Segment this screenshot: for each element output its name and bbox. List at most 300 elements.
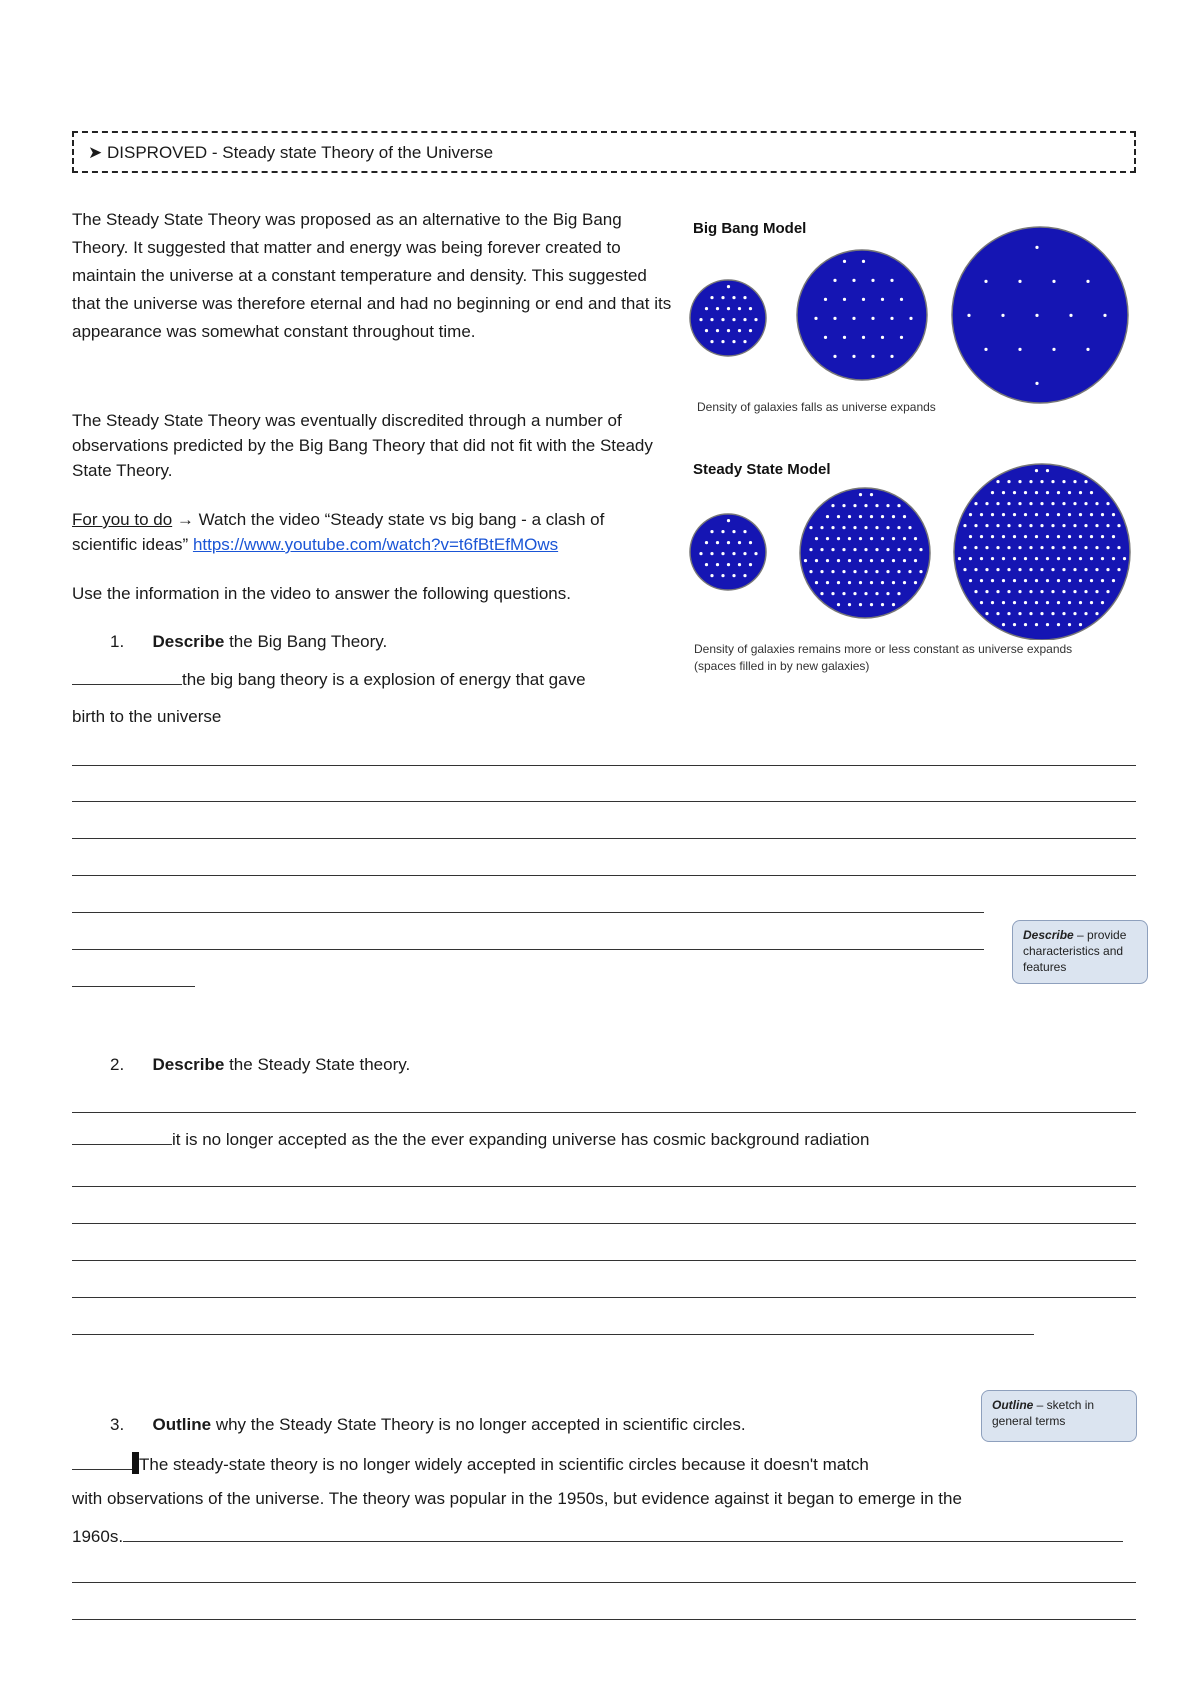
galaxy-dot [1095,546,1098,549]
galaxy-dot [1051,546,1054,549]
galaxy-dot [1035,623,1038,626]
galaxy-dot [897,548,900,551]
galaxy-dot [837,537,840,540]
answer-text: it is no longer accepted as the the ever expanding universe has cosmic background radiation [172,1130,870,1149]
question-command-word: Outline [152,1415,212,1434]
galaxy-dot [809,570,812,573]
galaxy-dot [1062,524,1065,527]
galaxy-dot [886,548,889,551]
galaxy-dot [984,280,987,283]
galaxy-dot [859,493,862,496]
galaxy-dot [1018,546,1021,549]
galaxy-dot [881,581,884,584]
galaxy-dot [710,530,713,533]
galaxy-dot [974,568,977,571]
section-header-box [72,131,1136,173]
galaxy-dot [870,581,873,584]
galaxy-dot [1007,590,1010,593]
galaxy-dot [1040,502,1043,505]
galaxy-dot [886,504,889,507]
callout-definition: – sketch in general terms [992,1398,1095,1428]
galaxy-dot [732,296,735,299]
galaxy-dot [1024,601,1027,604]
galaxy-dot [1035,314,1038,317]
galaxy-dot [1106,590,1109,593]
question-2 [110,1055,410,1075]
galaxy-dot [1073,480,1076,483]
galaxy-dot [1079,491,1082,494]
galaxy-dot [842,504,845,507]
galaxy-dot [1046,513,1049,516]
galaxy-dot [1024,557,1027,560]
galaxy-dot [914,581,917,584]
galaxy-dot [721,296,724,299]
galaxy-dot [732,318,735,321]
galaxy-dot [1002,513,1005,516]
galaxy-dot [743,340,746,343]
galaxy-dot [875,592,878,595]
galaxy-dot [985,612,988,615]
galaxy-dot [824,298,827,301]
galaxy-dot [1084,480,1087,483]
galaxy-dot [1040,590,1043,593]
galaxy-dot [1018,568,1021,571]
galaxy-dot [743,296,746,299]
galaxy-dot [833,317,836,320]
galaxy-dot [738,563,741,566]
galaxy-dot [1051,502,1054,505]
galaxy-dot [897,592,900,595]
instructions: Use the information in the video to answer the following questions. [72,584,571,603]
galaxy-dot [1079,601,1082,604]
galaxy-dot [875,570,878,573]
galaxy-dot [710,340,713,343]
galaxy-dot [1024,535,1027,538]
question-text: the Steady State theory. [224,1055,411,1074]
galaxy-dot [1084,590,1087,593]
galaxy-dot [1090,601,1093,604]
galaxy-dot [831,548,834,551]
galaxy-dot [991,601,994,604]
galaxy-dot [842,592,845,595]
galaxy-dot [1052,280,1055,283]
galaxy-dot [1106,502,1109,505]
galaxy-dot [1046,579,1049,582]
galaxy-dot [908,570,911,573]
galaxy-dot [859,559,862,562]
galaxy-dot [890,279,893,282]
galaxy-dot [826,537,829,540]
galaxy-dot [1073,502,1076,505]
galaxy-dot [890,355,893,358]
galaxy-dot [853,570,856,573]
galaxy-dot [881,603,884,606]
galaxy-dot [914,559,917,562]
galaxy-dot [1062,480,1065,483]
galaxy-dot [721,552,724,555]
galaxy-dot [716,563,719,566]
answer-rule [72,1582,1136,1583]
answer-rule [72,1619,1136,1620]
galaxy-dot [1040,480,1043,483]
galaxy-dot [738,329,741,332]
galaxy-dot [820,526,823,529]
galaxy-dot [985,568,988,571]
galaxy-dot [1101,579,1104,582]
galaxy-dot [967,314,970,317]
galaxy-dot [1068,601,1071,604]
galaxy-dot [862,336,865,339]
galaxy-dot [892,581,895,584]
answer-2-line-1[interactable] [72,1130,869,1150]
galaxy-dot [815,537,818,540]
answer-rule [72,949,984,950]
galaxy-dot [1018,502,1021,505]
galaxy-dot [991,579,994,582]
galaxy-dot [1040,546,1043,549]
answer-3-line-1[interactable] [72,1452,869,1475]
galaxy-dot [1095,612,1098,615]
galaxy-dot [721,574,724,577]
galaxy-dot [1062,590,1065,593]
galaxy-dot [996,568,999,571]
galaxy-dot [1002,491,1005,494]
galaxy-dot [749,307,752,310]
galaxy-dot [870,515,873,518]
galaxy-dot [754,318,757,321]
answer-rule [72,1297,1136,1298]
galaxy-dot [804,559,807,562]
section-title: DISPROVED - Steady state Theory of the Universe [106,143,494,162]
galaxy-dot [991,535,994,538]
galaxy-dot [890,317,893,320]
galaxy-dot [1112,513,1115,516]
galaxy-dot [1103,314,1106,317]
question-text: the Big Bang Theory. [224,632,388,651]
galaxy-dot [1123,557,1126,560]
galaxy-dot [842,526,845,529]
galaxy-dot [833,355,836,358]
galaxy-dot [815,559,818,562]
galaxy-dot [963,524,966,527]
answer-rule [72,1223,1136,1224]
galaxy-dot [848,515,851,518]
galaxy-dot [738,541,741,544]
galaxy-dot [996,480,999,483]
question-text: why the Steady State Theory is no longer accepted in scientific circles. [211,1415,746,1434]
galaxy-dot [1101,513,1104,516]
galaxy-dot [1106,546,1109,549]
galaxy-dot [1002,623,1005,626]
galaxy-dot [809,526,812,529]
galaxy-dot [985,524,988,527]
galaxy-dot [843,336,846,339]
galaxy-dot [985,502,988,505]
galaxy-dot [897,504,900,507]
galaxy-dot [909,317,912,320]
galaxy-dot [749,329,752,332]
galaxy-dot [980,513,983,516]
galaxy-dot [886,570,889,573]
galaxy-dot [991,491,994,494]
callout-term: Describe [1023,928,1074,942]
galaxy-dot [852,279,855,282]
galaxy-dot [870,559,873,562]
galaxy-dot [1101,535,1104,538]
text-cursor-icon [132,1452,139,1474]
galaxy-dot [1101,557,1104,560]
galaxy-dot [727,329,730,332]
galaxy-dot [848,559,851,562]
galaxy-dot [721,318,724,321]
big-bang-circle-medium [797,250,927,380]
galaxy-dot [1062,612,1065,615]
galaxy-dot [980,535,983,538]
galaxy-dot [727,519,730,522]
galaxy-dot [980,579,983,582]
galaxy-dot [958,557,961,560]
steady-state-circle-small [690,514,766,590]
galaxy-dot [897,526,900,529]
galaxy-dot [1007,546,1010,549]
answer-rule [72,1112,1136,1113]
galaxy-dot [1068,579,1071,582]
answer-1-line-1[interactable] [72,670,586,690]
galaxy-dot [705,563,708,566]
galaxy-dot [837,515,840,518]
galaxy-dot [732,552,735,555]
galaxy-dot [974,590,977,593]
galaxy-dot [969,513,972,516]
galaxy-dot [892,537,895,540]
answer-3-line-3[interactable] [72,1527,1132,1547]
galaxy-dot [875,526,878,529]
galaxy-dot [864,504,867,507]
galaxy-dot [727,285,730,288]
galaxy-dot [743,318,746,321]
question-number: 3. [110,1415,125,1434]
galaxy-dot [1035,491,1038,494]
galaxy-dot [842,570,845,573]
galaxy-dot [1057,491,1060,494]
galaxy-dot [864,526,867,529]
galaxy-dot [826,515,829,518]
galaxy-dot [900,298,903,301]
question-command-word: Describe [152,632,225,651]
outline-callout [981,1390,1137,1442]
galaxy-dot [859,581,862,584]
galaxy-dot [1018,280,1021,283]
galaxy-dot [853,526,856,529]
steady-state-model-title: Steady State Model [693,461,831,478]
galaxy-dot [1051,524,1054,527]
galaxy-dot [705,329,708,332]
question-command-word: Describe [152,1055,225,1074]
galaxy-dot [1062,546,1065,549]
big-bang-model-title: Big Bang Model [693,220,807,237]
galaxy-dot [969,535,972,538]
galaxy-dot [831,570,834,573]
galaxy-dot [1079,513,1082,516]
galaxy-dot [897,570,900,573]
todo-label: For you to do [72,510,173,529]
galaxy-dot [1057,535,1060,538]
galaxy-dot [1002,601,1005,604]
answer-rule [72,1334,1034,1335]
answer-rule [72,1260,1136,1261]
answer-text: The steady-state theory is no longer widely accepted in scientific circles because it doesn't match [139,1455,869,1474]
galaxy-dot [1007,480,1010,483]
galaxy-dot [727,563,730,566]
answer-rule [72,986,195,987]
answer-blank [72,1144,172,1145]
galaxy-dot [1051,612,1054,615]
galaxy-dot [985,590,988,593]
galaxy-dot [859,537,862,540]
galaxy-dot [859,603,862,606]
galaxy-dot [881,515,884,518]
galaxy-dot [919,548,922,551]
galaxy-dot [833,279,836,282]
galaxy-dot [1052,348,1055,351]
intro-paragraph-2: The Steady State Theory was eventually discredited through a number of observations predicted by the Big Bang Theory that did not fit with the Steady State Theory. [72,411,653,480]
galaxy-dot [705,541,708,544]
galaxy-dot [1024,491,1027,494]
galaxy-dot [871,355,874,358]
galaxy-dot [903,515,906,518]
galaxy-dot [1029,568,1032,571]
galaxy-dot [1090,535,1093,538]
galaxy-dot [1035,469,1038,472]
galaxy-dot [1035,601,1038,604]
galaxy-dot [892,603,895,606]
galaxy-dot [1106,524,1109,527]
galaxy-dot [1035,557,1038,560]
galaxy-dot [1112,579,1115,582]
galaxy-dot [1024,579,1027,582]
galaxy-dot [1084,568,1087,571]
galaxy-dot [848,603,851,606]
galaxy-dot [870,537,873,540]
galaxy-dot [743,530,746,533]
galaxy-dot [1029,502,1032,505]
galaxy-dot [710,296,713,299]
galaxy-dot [991,557,994,560]
galaxy-dot [1084,612,1087,615]
galaxy-dot [743,574,746,577]
answer-1-line-2[interactable]: birth to the universe [72,707,222,726]
galaxy-dot [815,581,818,584]
galaxy-dot [831,592,834,595]
answer-text: the big bang theory is a explosion of energy that gave [182,670,586,689]
galaxy-dot [705,307,708,310]
galaxy-dot [1018,590,1021,593]
galaxy-dot [848,581,851,584]
galaxy-dot [852,317,855,320]
galaxy-dot [908,548,911,551]
galaxy-dot [699,552,702,555]
galaxy-dot [881,336,884,339]
galaxy-dot [754,552,757,555]
galaxy-dot [1084,546,1087,549]
describe-callout [1012,920,1148,984]
galaxy-dot [1013,623,1016,626]
galaxy-dot [1007,524,1010,527]
answer-rule [72,875,1136,876]
answer-blank [72,1469,132,1470]
galaxy-dot [1095,590,1098,593]
galaxy-dot [743,552,746,555]
galaxy-dot [853,548,856,551]
galaxy-dot [974,524,977,527]
galaxy-dot [1057,513,1060,516]
galaxy-dot [1079,579,1082,582]
galaxy-dot [1084,502,1087,505]
galaxy-dot [1095,524,1098,527]
galaxy-dot [1051,480,1054,483]
galaxy-dot [1029,480,1032,483]
galaxy-dot [710,318,713,321]
galaxy-dot [1046,557,1049,560]
galaxy-dot [716,307,719,310]
galaxy-dot [881,298,884,301]
galaxy-dot [859,515,862,518]
galaxy-dot [820,570,823,573]
galaxy-dot [974,502,977,505]
big-bang-caption: Density of galaxies falls as universe expands [697,400,936,414]
galaxy-dot [1046,623,1049,626]
galaxy-dot [1068,513,1071,516]
galaxy-dot [1046,491,1049,494]
galaxy-dot [1002,579,1005,582]
galaxy-dot [1024,513,1027,516]
galaxy-dot [1112,557,1115,560]
galaxy-dot [1090,513,1093,516]
galaxy-dot [1079,557,1082,560]
galaxy-dot [1029,590,1032,593]
galaxy-dot [1013,579,1016,582]
todo-paragraph [72,507,672,557]
steady-state-caption: Density of galaxies remains more or less constant as universe expands (spaces filled in by new galaxies) [694,642,1073,673]
question-number: 1. [110,632,125,651]
answer-rule [72,1186,1136,1187]
galaxy-dot [1106,568,1109,571]
galaxy-dot [980,601,983,604]
galaxy-dot [1007,502,1010,505]
galaxy-dot [1002,535,1005,538]
galaxy-dot [1073,524,1076,527]
galaxy-dot [848,537,851,540]
galaxy-dot [842,548,845,551]
galaxy-dot [1040,612,1043,615]
galaxy-dot [1013,601,1016,604]
galaxy-dot [1057,579,1060,582]
galaxy-dot [826,559,829,562]
galaxy-dot [903,537,906,540]
video-link[interactable]: https://www.youtube.com/watch?v=t6fBtEfMOws [192,535,559,554]
galaxy-dot [1073,590,1076,593]
answer-3-line-2[interactable]: with observations of the universe. The theory was popular in the 1950s, but evidence against it began to emerge in the [72,1489,962,1508]
galaxy-dot [1084,524,1087,527]
galaxy-dot [831,526,834,529]
galaxy-dot [1046,601,1049,604]
galaxy-dot [864,570,867,573]
galaxy-dot [1086,280,1089,283]
galaxy-dot [1090,491,1093,494]
galaxy-dot [996,524,999,527]
galaxy-dot [881,537,884,540]
question-number: 2. [110,1055,125,1074]
